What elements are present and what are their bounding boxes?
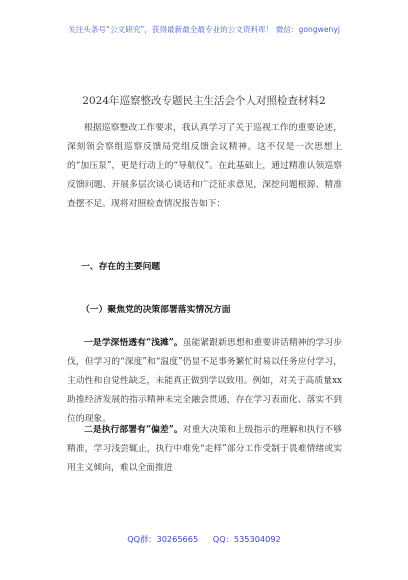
document-title: 2024年巡察整改专题民主生活会个人对照检查材料2 bbox=[82, 95, 326, 107]
subsection-heading: （一）聚焦党的决策部署落实情况方面 bbox=[81, 305, 231, 315]
item-2-paragraph bbox=[67, 421, 342, 478]
item-2-text: 对重大决策和上级指示的理解和执行不够精准，学习浅尝辄止，执行中难免“走样”部分工作受制于畏难情绪或实用主义倾向，难以全面推进 bbox=[67, 425, 342, 473]
section-heading: 一、存在的主要问题 bbox=[81, 262, 161, 272]
footer-qq-group: QQ群：30265665 bbox=[127, 534, 199, 544]
footer-contact bbox=[0, 534, 408, 545]
intro-paragraph: 根据巡察整改工作要求，我认真学习了关于巡视工作的重要论述，深刻领会察组巡察反馈局党组反馈会议精神。这不仅是一次思想上的“加压泵”，更是行动上的“导航仪”。在此基础上，通过精准认领巡察反馈问题、开展多层次谈心谈话和广泛征求意见，深挖问题根源、精准查摆不足。现将对照检查情况报告如下： bbox=[67, 123, 342, 209]
header-note: 关注头条号“公文研究”，获得最新最全最专业的公文资料库！ 微信：gongwenyj bbox=[68, 25, 340, 34]
footer-qq-number: QQ：535304092 bbox=[212, 534, 281, 544]
item-1-lead: 一是学深悟透有“浅滩”。 bbox=[84, 338, 183, 348]
item-1-paragraph bbox=[67, 334, 342, 429]
item-2-lead: 二是执行部署有“偏差”。 bbox=[84, 425, 183, 435]
item-1-text: 虽能紧跟新思想和重要讲话精神的学习步伐，但学习的“深度”和“温度”仍显不足事务繁忙时易以任务应付学习，主动性和自觉性缺乏，未能真正做到学以致用。例如，对关于高质量xx助推经济发展的指示精神未完全融会贯通，存在学习表面化、落实不到位的现象。 bbox=[67, 338, 342, 424]
